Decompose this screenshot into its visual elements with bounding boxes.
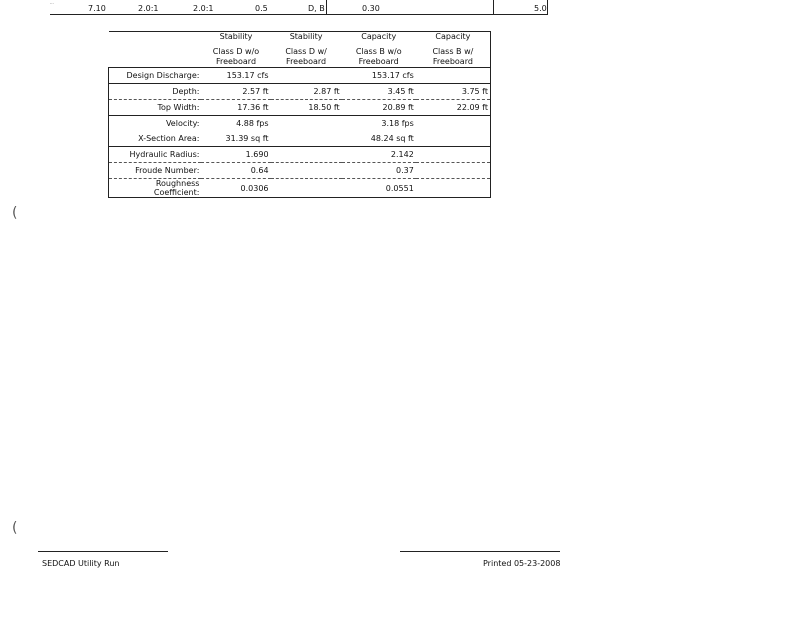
top-cell: 7.10 bbox=[88, 4, 106, 13]
col-header-desc: Class D w/ Freeboard bbox=[271, 47, 342, 68]
footer-rule bbox=[400, 551, 560, 552]
table-row bbox=[109, 100, 491, 116]
cell-value: 3.75 ft bbox=[416, 84, 491, 100]
row-label: Top Width: bbox=[109, 100, 202, 116]
column-divider bbox=[326, 0, 327, 14]
col-header-desc: Class B w/o Freeboard bbox=[342, 47, 416, 68]
table-row bbox=[109, 131, 491, 147]
cell-value: 2.142 bbox=[342, 147, 416, 163]
cell-value: 0.64 bbox=[201, 163, 270, 179]
cell-value bbox=[416, 131, 491, 147]
cell-value bbox=[271, 131, 342, 147]
top-cell: 2.0:1 bbox=[193, 4, 214, 13]
column-divider bbox=[493, 0, 494, 14]
footer-right-text: Printed 05-23-2008 bbox=[483, 559, 561, 568]
footer-left-text: SEDCAD Utility Run bbox=[42, 559, 120, 568]
top-data-row bbox=[50, 0, 548, 15]
row-label: Froude Number: bbox=[109, 163, 202, 179]
table-row bbox=[109, 147, 491, 163]
top-cell: D, B bbox=[308, 4, 325, 13]
cell-value bbox=[416, 116, 491, 132]
cell-value: 17.36 ft bbox=[201, 100, 270, 116]
cell-value: 18.50 ft bbox=[271, 100, 342, 116]
cell-value bbox=[271, 163, 342, 179]
col-header-type: Stability bbox=[271, 32, 342, 48]
row-label: Design Discharge: bbox=[109, 68, 202, 84]
cell-value: 0.0306 bbox=[201, 179, 270, 198]
top-cell: 0.5 bbox=[255, 4, 268, 13]
row-label: Hydraulic Radius: bbox=[109, 147, 202, 163]
cell-value bbox=[416, 68, 491, 84]
cell-value bbox=[271, 179, 342, 198]
col-header-type: Capacity bbox=[342, 32, 416, 48]
cell-value bbox=[271, 147, 342, 163]
cell-value: 3.18 fps bbox=[381, 119, 414, 128]
cell-value: 22.09 ft bbox=[416, 100, 491, 116]
row-label: Roughness Coefficient: bbox=[109, 179, 202, 198]
column-divider bbox=[547, 0, 548, 14]
row-label: X-Section Area: bbox=[109, 131, 202, 147]
cell-value bbox=[416, 179, 491, 198]
col-header-type: Capacity bbox=[416, 32, 491, 48]
top-cell: 0.30 bbox=[362, 4, 380, 13]
cell-value bbox=[271, 116, 342, 132]
cell-value bbox=[416, 163, 491, 179]
row-label: Depth: bbox=[109, 84, 202, 100]
cell-value: 4.88 fps bbox=[236, 119, 269, 128]
channel-design-table bbox=[108, 31, 491, 198]
binding-mark: ( bbox=[12, 205, 18, 221]
table-row bbox=[109, 179, 491, 198]
top-cell: 5.0 bbox=[534, 4, 547, 13]
footer-rule bbox=[38, 551, 168, 552]
table-row bbox=[109, 68, 491, 84]
col-header-type: Stability bbox=[201, 32, 270, 48]
cell-value: 1.690 bbox=[201, 147, 270, 163]
cell-value: 3.45 ft bbox=[342, 84, 416, 100]
col-header-desc: Class D w/o Freeboard bbox=[201, 47, 270, 68]
cell-value: 48.24 sq ft bbox=[342, 131, 416, 147]
row-label: Velocity: bbox=[109, 116, 202, 132]
top-cell: 2.0:1 bbox=[138, 4, 159, 13]
cell-value: 153.17 cfs bbox=[201, 68, 270, 84]
cell-value: 0.37 bbox=[342, 163, 416, 179]
cell-value: 20.89 ft bbox=[342, 100, 416, 116]
cut-off-row-label: ... bbox=[50, 0, 54, 5]
cell-value: 153.17 cfs bbox=[342, 68, 416, 84]
cell-value: 31.39 sq ft bbox=[201, 131, 270, 147]
cell-value: 2.57 ft bbox=[201, 84, 270, 100]
cell-value bbox=[271, 68, 342, 84]
cell-value: 0.0551 bbox=[342, 179, 416, 198]
cell-value: 2.87 ft bbox=[271, 84, 342, 100]
table-row bbox=[109, 163, 491, 179]
table-row bbox=[109, 116, 491, 132]
col-header-desc: Class B w/ Freeboard bbox=[416, 47, 491, 68]
table-row bbox=[109, 84, 491, 100]
cell-value bbox=[416, 147, 491, 163]
binding-mark: ( bbox=[12, 520, 18, 536]
